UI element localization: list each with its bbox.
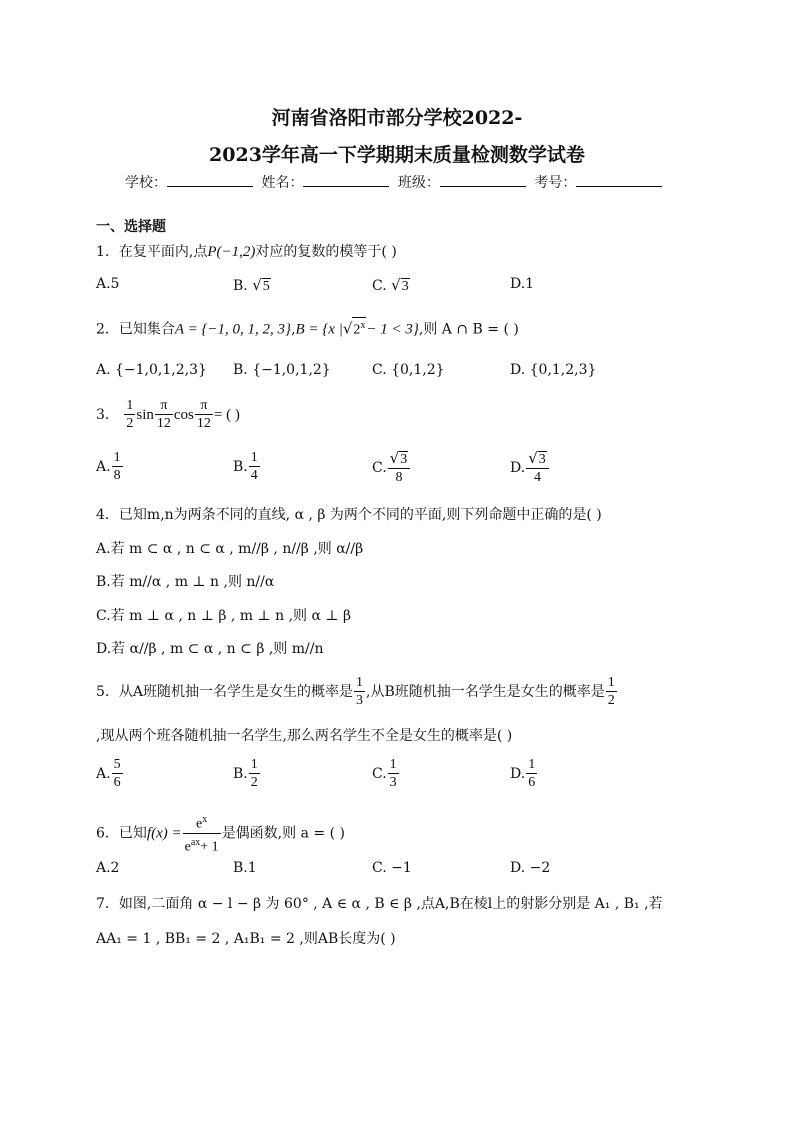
denominator: 4 bbox=[533, 470, 541, 485]
fraction bbox=[249, 450, 260, 484]
numerator: 5 bbox=[113, 757, 121, 772]
question-text: ,从B班随机抽一名学生是女生的概率是 bbox=[366, 684, 605, 700]
option-d[interactable] bbox=[510, 450, 550, 486]
numerator: 1 bbox=[250, 450, 258, 465]
school-label: 学校： bbox=[125, 175, 167, 191]
question-text: 是偶函数,则 a = ( ) bbox=[221, 825, 345, 842]
question-text: 从A班随机抽一名学生是女生的概率是 bbox=[118, 684, 354, 700]
option-d[interactable]: D.1 bbox=[510, 276, 535, 292]
fraction bbox=[526, 757, 537, 791]
exam-title-line2: 2023学年高一下学期期末质量检测数学试卷 bbox=[209, 144, 585, 166]
base-e: e bbox=[184, 839, 191, 855]
exam-title-line1: 河南省洛阳市部分学校2022- bbox=[271, 107, 523, 129]
question-3 bbox=[96, 398, 240, 432]
question-number: 4． bbox=[96, 507, 119, 523]
numerator: 1 bbox=[528, 757, 536, 772]
fraction bbox=[112, 450, 123, 484]
fraction bbox=[183, 812, 221, 855]
numerator: 1 bbox=[607, 675, 615, 690]
option-c[interactable] bbox=[372, 276, 410, 294]
question-7-line2: AA₁ = 1 , BB₁ = 2 , A₁B₁ = 2 ,则AB长度为( ) bbox=[96, 931, 396, 947]
option-c[interactable]: C. −1 bbox=[372, 860, 412, 876]
option-b[interactable]: B. {−1,0,1,2} bbox=[233, 362, 331, 378]
radicand: 3 bbox=[401, 279, 409, 294]
numerator: π bbox=[195, 398, 213, 415]
denominator: 2 bbox=[250, 775, 258, 790]
option-label: D. bbox=[510, 766, 526, 782]
option-label: B. bbox=[233, 766, 248, 782]
base-e: e bbox=[196, 816, 203, 832]
option-b[interactable] bbox=[233, 276, 271, 294]
option-label: C. bbox=[372, 460, 387, 476]
option-label: C. bbox=[372, 278, 387, 294]
option-a[interactable] bbox=[96, 757, 124, 791]
option-b[interactable]: B.1 bbox=[233, 860, 257, 876]
question-text: 对应的复数的模等于( ) bbox=[255, 244, 397, 260]
sin-function: sin bbox=[136, 407, 154, 423]
numerator bbox=[388, 450, 411, 469]
set-b-radical bbox=[352, 317, 366, 338]
denominator: 2 bbox=[607, 693, 615, 708]
denominator: 6 bbox=[113, 775, 121, 790]
denominator: 6 bbox=[528, 775, 536, 790]
separator: , bbox=[291, 321, 296, 338]
denominator: 12 bbox=[196, 416, 211, 431]
radicand: 3 bbox=[400, 452, 408, 467]
option-c[interactable] bbox=[372, 450, 411, 486]
exponent: x bbox=[360, 320, 366, 331]
numerator bbox=[183, 812, 221, 834]
option-b[interactable] bbox=[233, 450, 261, 484]
exponent: x bbox=[202, 814, 208, 825]
option-a[interactable]: A.5 bbox=[96, 276, 120, 292]
denominator-tail: + 1 bbox=[200, 839, 219, 855]
denominator: 3 bbox=[356, 693, 364, 708]
option-a[interactable]: A.2 bbox=[96, 860, 120, 876]
question-5 bbox=[96, 675, 618, 709]
denominator: 8 bbox=[395, 470, 403, 485]
school-blank[interactable] bbox=[167, 174, 253, 187]
denominator: 4 bbox=[250, 468, 258, 483]
option-label: A. bbox=[96, 459, 111, 475]
fraction bbox=[249, 757, 260, 791]
denominator: 8 bbox=[113, 468, 121, 483]
question-5-line2: ,现从两个班各随机抽一名学生,那么两名学生不全是女生的概率是( ) bbox=[96, 728, 513, 744]
numerator: 1 bbox=[356, 675, 364, 690]
numerator bbox=[526, 450, 549, 469]
numerator: π bbox=[155, 398, 173, 415]
fraction bbox=[388, 757, 399, 791]
radicand: 5 bbox=[262, 279, 270, 294]
option-d[interactable]: D.若 α//β , m ⊂ α , n ⊂ β ,则 m//n bbox=[96, 641, 324, 657]
fraction bbox=[155, 398, 173, 432]
question-number: 7． bbox=[96, 896, 119, 912]
question-7 bbox=[96, 893, 663, 913]
class-label: 班级： bbox=[397, 175, 440, 191]
denominator: 2 bbox=[126, 416, 134, 431]
question-4 bbox=[96, 504, 602, 524]
question-text: 已知 bbox=[118, 825, 147, 842]
name-blank[interactable] bbox=[303, 174, 389, 187]
option-label: B. bbox=[233, 459, 248, 475]
cos-function: cos bbox=[173, 407, 194, 423]
fraction bbox=[124, 398, 135, 432]
fraction bbox=[388, 450, 411, 486]
fraction bbox=[112, 757, 123, 791]
math-point: P(−1,2) bbox=[207, 244, 256, 260]
set-a: A = {−1, 0, 1, 2, 3} bbox=[174, 321, 292, 338]
numerator: 1 bbox=[250, 757, 258, 772]
exponent: ax bbox=[190, 836, 201, 848]
option-a[interactable]: A.若 m ⊂ α , n ⊂ α , m//β , n//β ,则 α//β bbox=[96, 541, 364, 557]
radical-sign: √ bbox=[391, 276, 401, 294]
radicand: 3 bbox=[538, 452, 546, 467]
question-text: 已知m,n为两条不同的直线, α , β 为两个不同的平面,则下列命题中正确的是( ) bbox=[118, 507, 602, 523]
option-label: C. bbox=[372, 766, 387, 782]
question-number: 6． bbox=[96, 825, 119, 842]
fraction bbox=[606, 675, 617, 709]
numerator: 1 bbox=[113, 450, 121, 465]
radicand-base: 2 bbox=[353, 322, 361, 338]
numerator: 1 bbox=[389, 757, 397, 772]
question-2 bbox=[96, 317, 519, 339]
radical-sign: √ bbox=[528, 449, 538, 467]
radical-sign: √ bbox=[389, 449, 400, 467]
question-number: 3． bbox=[96, 407, 119, 423]
question-6 bbox=[96, 812, 345, 855]
fraction bbox=[195, 398, 213, 432]
option-label: D. bbox=[510, 460, 526, 476]
option-b[interactable]: B.若 m//α , m ⊥ n ,则 n//α bbox=[96, 574, 275, 590]
denominator: 12 bbox=[156, 416, 171, 431]
option-a[interactable]: A. {−1,0,1,2,3} bbox=[96, 362, 207, 378]
question-text: 在复平面内,点 bbox=[118, 244, 208, 260]
name-label: 姓名： bbox=[261, 175, 304, 191]
radical-sign: √ bbox=[252, 276, 262, 294]
exam-number-blank[interactable] bbox=[576, 174, 662, 187]
option-d[interactable]: D. {0,1,2,3} bbox=[510, 362, 597, 378]
student-info-row bbox=[125, 172, 666, 192]
question-text: ,则 A ∩ B = ( ) bbox=[418, 321, 519, 338]
radical-sign: √ bbox=[342, 319, 353, 338]
question-text: = ( ) bbox=[213, 407, 240, 423]
option-label: A. bbox=[96, 766, 111, 782]
denominator bbox=[183, 834, 221, 856]
option-c[interactable]: C. {0,1,2} bbox=[372, 362, 445, 378]
fraction bbox=[354, 675, 365, 709]
class-blank[interactable] bbox=[440, 174, 526, 187]
fraction bbox=[526, 450, 549, 486]
set-b-close: − 1 < 3} bbox=[366, 321, 419, 338]
exam-number-label: 考号： bbox=[534, 175, 577, 191]
denominator: 3 bbox=[389, 775, 397, 790]
option-d[interactable] bbox=[510, 757, 538, 791]
option-label: B. bbox=[233, 278, 248, 294]
option-a[interactable] bbox=[96, 450, 124, 484]
set-b-open: B = {x | bbox=[295, 321, 343, 338]
option-c[interactable] bbox=[372, 757, 400, 791]
question-number: 2． bbox=[96, 321, 119, 338]
question-text: 如图,二面角 α − l − β 为 60° , A ∈ α , B ∈ β ,点A,B在棱l上的射影分别是 A₁ , B₁ ,若 bbox=[118, 896, 663, 912]
section-heading: 一、选择题 bbox=[96, 219, 166, 235]
question-number: 5． bbox=[96, 684, 119, 700]
option-b[interactable] bbox=[233, 757, 261, 791]
option-d[interactable]: D. −2 bbox=[510, 860, 551, 876]
question-text: 已知集合 bbox=[118, 321, 175, 338]
function-name: f(x) = bbox=[146, 825, 182, 842]
question-1 bbox=[96, 241, 397, 261]
option-c[interactable]: C.若 m ⊥ α , n ⊥ β , m ⊥ n ,则 α ⊥ β bbox=[96, 608, 352, 624]
question-number: 1． bbox=[96, 244, 119, 260]
numerator: 1 bbox=[126, 398, 134, 413]
